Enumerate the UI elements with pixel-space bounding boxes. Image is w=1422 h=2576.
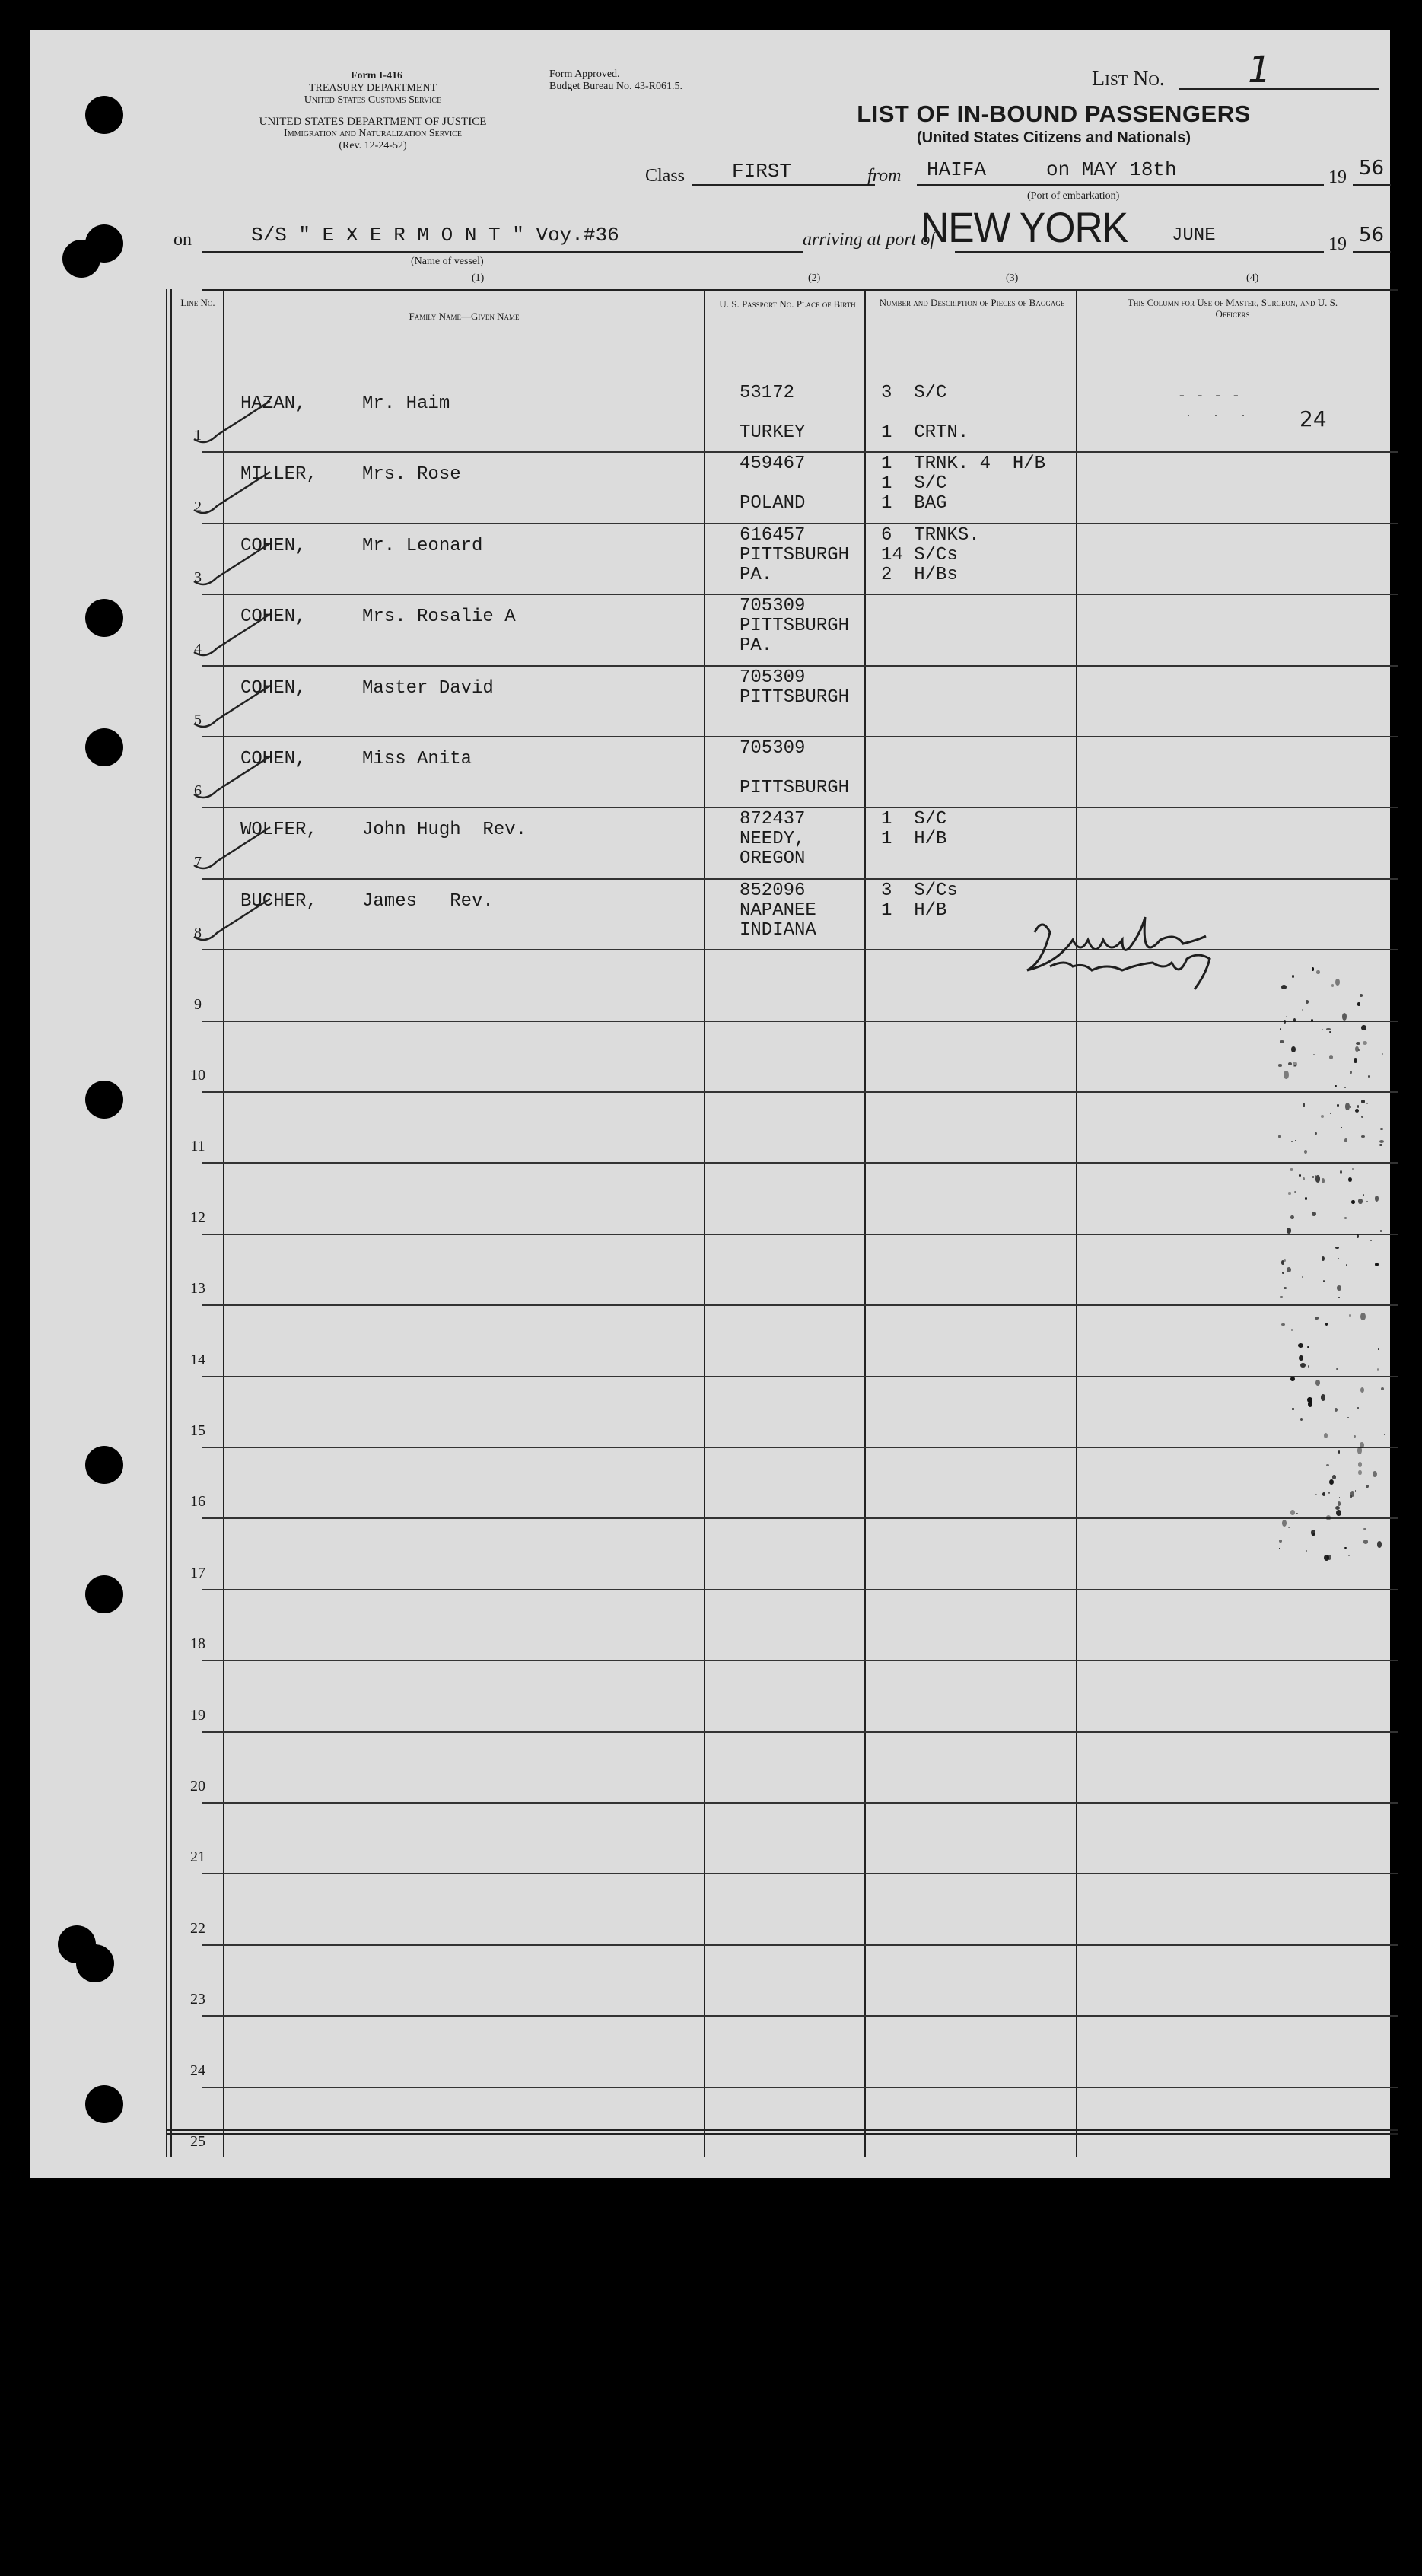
ink-speck [1311, 1530, 1315, 1536]
line-number: 13 [190, 1280, 205, 1298]
arrival-port: NEW YORK [921, 203, 1128, 251]
vessel-name: S/S " E X E R M O N T " Voy.#36 [251, 224, 619, 247]
ink-speck [1302, 1276, 1303, 1278]
class-label: Class [645, 166, 686, 186]
ink-speck [1344, 1217, 1347, 1219]
form-subtitle: (United States Citizens and Nationals) [916, 129, 1191, 146]
passenger-given-name: James Rev. [362, 890, 494, 912]
ink-speck [1357, 1447, 1363, 1454]
check-mark-icon [186, 753, 278, 806]
ink-speck [1290, 1215, 1293, 1220]
ink-speck [1306, 1000, 1309, 1004]
table-row-divider [202, 1234, 1398, 1235]
ink-speck [1294, 1191, 1296, 1193]
ink-speck [1323, 1280, 1325, 1282]
header-passport: U. S. Passport No. Place of Birth [719, 298, 856, 310]
ink-speck [1350, 1071, 1352, 1074]
ink-speck [1298, 1343, 1303, 1348]
table-row-divider [202, 1162, 1398, 1164]
header-name: Family Name—Given Name [409, 310, 520, 322]
ink-speck [1355, 1490, 1356, 1491]
ink-speck [1315, 1132, 1316, 1135]
passenger-family-name: COHEN, [240, 677, 307, 699]
ink-speck [1358, 1462, 1362, 1466]
ink-speck [1307, 1346, 1309, 1348]
check-mark-icon [186, 895, 278, 948]
punch-hole [85, 728, 123, 766]
table-row-divider [202, 736, 1398, 737]
line-number: 15 [190, 1422, 205, 1439]
passenger-given-name: Mrs. Rosalie A [362, 607, 516, 628]
passport-birthplace: 53172 TURKEY [740, 383, 806, 443]
ink-speck [1279, 1548, 1280, 1549]
col4-number: (4) [1246, 272, 1259, 284]
ink-speck [1337, 1285, 1341, 1291]
passenger-given-name: Mrs. Rose [362, 464, 461, 486]
table-row-divider [202, 2015, 1398, 2017]
line-number: 25 [190, 2133, 205, 2150]
col2-number: (2) [808, 272, 821, 284]
ink-speck [1351, 1200, 1355, 1204]
arriving-label: arriving at port of [803, 230, 936, 250]
ink-speck [1348, 1555, 1350, 1556]
departure-date: on MAY 18th [1046, 158, 1177, 181]
line-number: 6 [194, 782, 202, 800]
ink-speck [1315, 1380, 1320, 1386]
table-row-divider [202, 1021, 1398, 1022]
line-number: 9 [194, 995, 202, 1013]
passenger-given-name: Miss Anita [362, 749, 472, 769]
ink-speck [1384, 1434, 1385, 1435]
ink-speck [1315, 1317, 1319, 1319]
table-row-divider [202, 1304, 1398, 1306]
ink-speck [1312, 967, 1314, 970]
officer-dashes: - - - - [1179, 387, 1243, 403]
ink-speck [1322, 1492, 1325, 1496]
ink-speck [1361, 1025, 1366, 1030]
table-row-divider [202, 1873, 1398, 1874]
ink-speck [1313, 1054, 1315, 1056]
ink-speck [1357, 1105, 1360, 1108]
passport-birthplace: 852096 NAPANEE INDIANA [740, 880, 816, 941]
ink-speck [1363, 1528, 1366, 1530]
ink-speck [1321, 1115, 1324, 1118]
ink-speck [1300, 1418, 1303, 1421]
passenger-family-name: COHEN, [240, 535, 307, 556]
punch-hole [85, 96, 123, 134]
ink-speck [1281, 1323, 1285, 1326]
ink-speck [1358, 1199, 1363, 1203]
table-row-divider [202, 523, 1398, 524]
ink-speck [1380, 1128, 1383, 1130]
line-number: 24 [190, 2062, 205, 2079]
line-number: 4 [194, 640, 202, 658]
ink-speck [1292, 975, 1294, 977]
ink-speck [1303, 1103, 1306, 1107]
year1-prefix: 19 [1328, 167, 1347, 187]
ink-speck [1278, 1135, 1281, 1138]
ink-speck [1290, 1377, 1294, 1381]
ink-speck [1326, 1515, 1331, 1520]
ink-speck [1284, 1020, 1286, 1023]
ink-speck [1356, 1042, 1360, 1045]
line-number: 20 [190, 1778, 205, 1794]
ink-speck [1303, 1177, 1305, 1180]
check-mark-icon [186, 682, 278, 735]
form-approved: Form Approved. [549, 68, 620, 80]
ink-speck [1284, 1071, 1289, 1078]
ink-speck [1337, 1104, 1339, 1106]
ink-speck [1336, 1368, 1338, 1370]
punch-hole [76, 1944, 114, 1982]
from-value: HAIFA [927, 158, 987, 181]
justice-dept: UNITED STATES DEPARTMENT OF JUSTICE [259, 116, 487, 128]
ink-speck [1280, 1028, 1281, 1030]
table-row-divider [202, 1660, 1398, 1661]
ink-speck [1329, 1479, 1334, 1485]
passenger-family-name: WOLFER, [240, 820, 317, 841]
check-mark-icon [186, 397, 278, 451]
officer-dashes: . . . [1187, 406, 1255, 419]
ink-speck [1361, 1116, 1363, 1118]
ink-speck [1293, 1062, 1297, 1067]
ink-speck [1291, 1046, 1296, 1053]
ink-speck [1346, 1264, 1347, 1266]
table-row-divider [202, 807, 1398, 808]
line-number: 22 [190, 1919, 205, 1937]
ink-speck [1342, 1013, 1347, 1020]
table-row-divider [202, 1589, 1398, 1590]
passport-birthplace: 705309 PITTSBURGH [740, 667, 850, 708]
passenger-given-name: Mr. Leonard [362, 535, 483, 556]
table-row-divider [202, 665, 1398, 667]
ink-speck [1288, 1192, 1291, 1195]
check-mark-icon [186, 610, 278, 664]
passport-birthplace: 459467 POLAND [740, 454, 806, 514]
ink-speck [1345, 1103, 1350, 1110]
ink-speck [1350, 1491, 1354, 1497]
ink-speck [1299, 1355, 1303, 1361]
ink-speck [1281, 985, 1287, 989]
ink-speck [1340, 1170, 1342, 1173]
ink-speck [1366, 1485, 1368, 1489]
ink-speck [1321, 1394, 1325, 1400]
passenger-family-name: BUCHER, [240, 890, 317, 912]
ink-speck [1381, 1387, 1385, 1390]
ink-speck [1344, 1138, 1347, 1142]
ink-speck [1286, 1016, 1287, 1017]
ink-speck [1306, 1550, 1307, 1552]
on-label: on [173, 230, 192, 250]
ink-speck [1352, 1168, 1353, 1170]
ink-speck [1312, 1176, 1314, 1178]
ink-speck [1290, 1168, 1293, 1171]
ink-speck [1338, 1501, 1341, 1506]
ink-speck [1322, 1029, 1323, 1030]
ins-service: Immigration and Naturalization Service [284, 128, 462, 139]
ink-speck [1288, 1527, 1290, 1528]
check-mark-icon [186, 468, 278, 521]
ink-speck [1280, 1296, 1283, 1298]
ink-speck [1329, 1055, 1333, 1059]
ink-speck [1380, 1230, 1382, 1231]
ink-speck [1368, 1075, 1370, 1078]
ink-speck [1308, 1365, 1309, 1368]
col1-number: (1) [472, 272, 485, 284]
ink-speck [1332, 1475, 1337, 1479]
passport-birthplace: 705309 PITTSBURGH PA. [740, 596, 850, 657]
table-row-divider [202, 1376, 1398, 1377]
ink-speck [1324, 1555, 1329, 1561]
ink-speck [1328, 1492, 1330, 1494]
ink-speck [1338, 1297, 1340, 1298]
ink-speck [1361, 1135, 1365, 1138]
header-baggage: Number and Description of Pieces of Baggage [879, 297, 1065, 308]
ink-speck [1282, 1272, 1284, 1274]
table-row-divider [202, 1802, 1398, 1804]
class-value: FIRST [732, 160, 792, 183]
ink-speck [1293, 1018, 1296, 1022]
ink-speck [1363, 1540, 1369, 1543]
ink-speck [1354, 1058, 1357, 1063]
table-row-divider [202, 1517, 1398, 1519]
ink-speck [1370, 1240, 1372, 1241]
ink-speck [1280, 1040, 1284, 1043]
ink-speck [1378, 1348, 1379, 1350]
ink-speck [1338, 1450, 1341, 1454]
table-row-divider [202, 594, 1398, 595]
line-number: 16 [190, 1493, 205, 1511]
ink-speck [1335, 1408, 1338, 1412]
year2-prefix: 19 [1328, 234, 1347, 254]
ink-speck [1360, 1313, 1366, 1320]
ink-speck [1366, 1201, 1368, 1202]
punch-hole [85, 1446, 123, 1484]
ink-speck [1348, 1177, 1351, 1182]
ink-speck [1363, 1194, 1364, 1196]
vessel-caption: (Name of vessel) [411, 256, 484, 267]
form-id: Form I-416 [350, 70, 403, 81]
budget-bureau: Budget Bureau No. 43-R061.5. [549, 81, 682, 92]
ink-speck [1284, 1287, 1287, 1289]
arrival-month: JUNE [1172, 225, 1216, 246]
ink-speck [1300, 1363, 1306, 1368]
ink-speck [1331, 984, 1335, 987]
line-number: 14 [190, 1351, 205, 1368]
ink-speck [1335, 1247, 1339, 1250]
ink-speck [1335, 1506, 1340, 1510]
ink-speck [1360, 994, 1363, 996]
passport-birthplace: 872437 NEEDY, OREGON [740, 809, 806, 870]
line-number: 17 [190, 1564, 205, 1581]
line-number: 10 [190, 1067, 205, 1084]
ink-speck [1305, 1197, 1307, 1200]
punch-hole [85, 1081, 123, 1119]
header-officers: This Column for Use of Master, Surgeon, and U. S. Officers [1127, 297, 1338, 320]
list-no-value: 1 [1248, 49, 1271, 91]
line-number: 21 [190, 1848, 205, 1866]
col3-number: (3) [1006, 272, 1019, 284]
ink-speck [1296, 1513, 1297, 1514]
punch-hole [85, 2085, 123, 2123]
ink-speck [1311, 1019, 1314, 1023]
ink-speck [1325, 1323, 1328, 1326]
passport-birthplace: 705309 PITTSBURGH [740, 738, 850, 798]
ink-speck [1347, 1417, 1349, 1418]
ink-speck [1281, 1260, 1284, 1265]
passport-birthplace: 616457 PITTSBURGH PA. [740, 524, 850, 585]
table-row-divider [202, 878, 1398, 880]
header-line-no: Line No. [180, 297, 215, 308]
ink-speck [1304, 1150, 1307, 1154]
line-number: 3 [194, 569, 202, 587]
passenger-family-name: HAZAN, [240, 393, 307, 414]
passenger-family-name: COHEN, [240, 749, 307, 769]
line-number: 5 [194, 712, 202, 728]
ink-speck [1280, 1387, 1281, 1388]
ink-speck [1357, 1002, 1360, 1005]
punch-hole [62, 240, 100, 278]
ink-speck [1290, 1510, 1294, 1515]
manifest-page [30, 30, 1390, 2178]
year2-suffix: 56 [1359, 224, 1385, 247]
ink-speck [1299, 1174, 1301, 1177]
ink-speck [1302, 1009, 1303, 1011]
form-revision: (Rev. 12-24-52) [339, 140, 407, 151]
ink-speck [1344, 1087, 1346, 1089]
ink-speck [1326, 1028, 1331, 1031]
passenger-family-name: COHEN, [240, 607, 307, 628]
ink-speck [1354, 1435, 1356, 1438]
line-number: 11 [190, 1138, 205, 1155]
ink-speck [1377, 1368, 1379, 1371]
ink-speck [1379, 1144, 1383, 1146]
line-number: 23 [190, 1991, 205, 2008]
baggage-description: 1 S/C 1 H/B [881, 809, 947, 850]
ink-speck [1349, 1314, 1352, 1317]
ink-speck [1292, 1408, 1294, 1411]
ink-speck [1377, 1541, 1382, 1547]
ink-speck [1291, 1141, 1293, 1142]
ink-speck [1357, 1407, 1359, 1409]
punch-hole [85, 1575, 123, 1613]
form-title: LIST OF IN-BOUND PASSENGERS [857, 100, 1251, 127]
port-caption: (Port of embarkation) [1027, 190, 1120, 202]
ink-speck [1282, 1520, 1287, 1527]
ink-speck [1339, 1497, 1341, 1498]
ink-speck [1379, 1140, 1384, 1143]
ink-speck [1335, 1085, 1337, 1087]
ink-speck [1355, 1109, 1359, 1113]
ink-speck [1278, 1064, 1282, 1066]
officer-notes: 24 [1300, 406, 1327, 431]
ink-speck [1360, 1387, 1364, 1393]
passenger-given-name: Mr. Haim [362, 393, 450, 414]
check-mark-icon [186, 540, 278, 593]
passenger-family-name: MILLER, [240, 464, 317, 486]
ink-speck [1288, 1062, 1292, 1065]
table-row-divider [202, 1091, 1398, 1093]
ink-speck [1336, 1510, 1341, 1517]
passenger-given-name: John Hugh Rev. [362, 820, 527, 841]
ink-speck [1295, 1140, 1296, 1142]
ink-speck [1375, 1263, 1379, 1266]
check-mark-icon [186, 823, 278, 877]
line-number: 8 [194, 925, 202, 942]
baggage-description: 1 TRNK. 4 H/B 1 S/C 1 BAG [881, 454, 1046, 514]
line-number: 18 [190, 1635, 205, 1653]
ink-speck [1326, 1464, 1329, 1466]
table-row-divider [202, 451, 1398, 453]
ink-speck [1279, 1540, 1282, 1543]
ink-speck [1315, 1175, 1321, 1183]
line-number: 1 [194, 427, 202, 444]
punch-hole [85, 599, 123, 637]
ink-speck [1312, 1212, 1316, 1216]
ink-speck [1330, 1113, 1331, 1114]
ink-speck [1322, 1256, 1325, 1261]
line-number: 19 [190, 1706, 205, 1724]
baggage-description: 6 TRNKS. 14 S/Cs 2 H/Bs [881, 524, 980, 585]
passenger-given-name: Master David [362, 677, 494, 699]
table-row-divider [202, 1447, 1398, 1448]
ink-speck [1361, 1100, 1365, 1103]
treasury-dept: TREASURY DEPARTMENT [308, 82, 437, 94]
line-number: 12 [190, 1208, 205, 1226]
ink-speck [1335, 979, 1340, 986]
from-label: from [867, 166, 902, 186]
list-no-label: List No. [1092, 67, 1165, 91]
ink-speck [1341, 1127, 1342, 1128]
line-number: 7 [194, 853, 202, 871]
year1-suffix: 56 [1359, 157, 1385, 180]
ink-speck [1363, 1041, 1367, 1046]
ink-speck [1291, 1329, 1293, 1332]
ink-speck [1324, 1433, 1328, 1438]
table-row-divider [202, 2087, 1398, 2088]
inspector-signature [1004, 902, 1263, 993]
ink-speck [1358, 1470, 1361, 1476]
ink-speck [1344, 1547, 1346, 1549]
ink-speck [1287, 1267, 1291, 1272]
ink-speck [1316, 970, 1320, 974]
baggage-description: 3 S/Cs 1 H/B [881, 880, 958, 921]
baggage-description: 3 S/C 1 CRTN. [881, 383, 969, 443]
customs-service: United States Customs Service [304, 94, 442, 106]
ink-speck [1329, 1031, 1331, 1033]
table-row-divider [202, 1944, 1398, 1946]
line-number: 2 [194, 498, 202, 515]
ink-speck [1338, 1258, 1340, 1259]
ink-speck [1315, 1494, 1316, 1495]
ink-speck [1375, 1196, 1379, 1202]
ink-speck [1373, 1471, 1377, 1477]
ink-speck [1322, 1178, 1325, 1183]
ink-speck [1350, 1106, 1351, 1107]
table-row-divider [202, 1731, 1398, 1733]
ink-speck [1358, 1049, 1360, 1051]
